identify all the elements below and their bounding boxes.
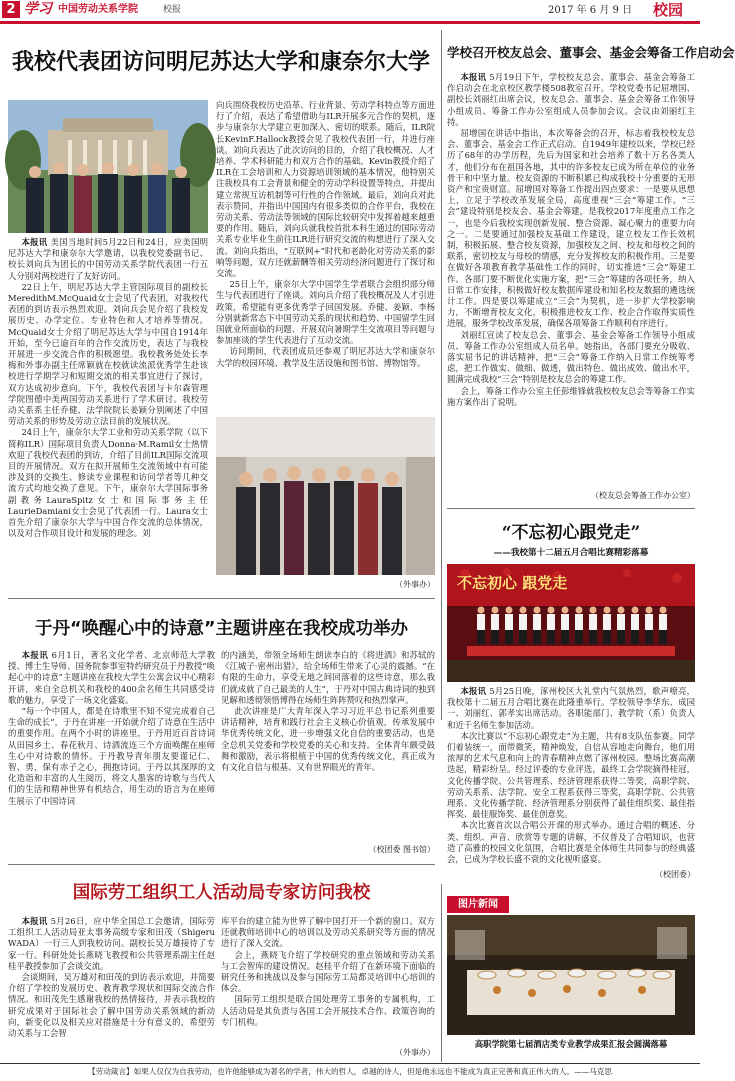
article1-paragraph: 24日上午，康奈尔大学工业和劳动关系学院（以下简称ILR）国际项目负责人Donna·M.Ramil女士热情欢迎了我校代表团的到访，介绍了目前ILR国际交流项目的开展情况。双方在拟开展师生交流领域中有可能涉及到的交换生、修读专业课程和访问学者等几种交流方式均地交换了意见。下午，康奈尔大学国际事务副教务LauraSpitz女士和国际事务主任LaurieDamiani女士会见了代表团一行。Laura女士首先介绍了康奈尔大学与中国合作交流的总体情况，以及对合作项目设计和发展的理念。刘 <box>8 427 208 539</box>
edition-label: 校报 <box>163 5 182 15</box>
photo-delegation-campus <box>8 100 208 233</box>
headline-alumni-meeting: 学校召开校友总会、董事会、基金会筹备工作启动会 <box>447 45 735 60</box>
article2-body <box>447 72 695 486</box>
article1-paragraph: 25日上午，康奈尔大学中国学生学者联合会组织部分师生与代表团进行了座谈。刘向兵介绍了我校概况及人才引进政策，希望能有更多优秀学子回国发展。乔健、姜颖、李杨分别就新常态下中国劳动关系的现状和趋势、中国留学生回国就业所面临的问题、开展双向暑期学生交流项目等问题与参加座谈的学生代表进行了互动交流。 <box>216 279 435 346</box>
lead-label: 本报讯 <box>21 237 48 247</box>
lead-label: 本报讯 <box>21 916 48 926</box>
column-divider <box>441 884 442 1062</box>
article4-body-col1 <box>8 650 215 855</box>
column-divider <box>441 30 442 720</box>
article1-body-col2 <box>216 100 435 412</box>
header-rule <box>0 21 700 24</box>
school-name: 中国劳动关系学院 <box>58 4 138 15</box>
article1-paragraph: 访问期间，代表团成员还参观了明尼苏达大学和康奈尔大学的校园环境、教学及生活设施和图书馆、博物馆等。 <box>216 346 435 368</box>
page-number: 2 <box>2 1 20 18</box>
article1-paragraph: 美国当地时间5月22日和24日，应美国明尼苏达大学和康奈尔大学邀请，以我校党委副书记、校长刘向兵为团长的中国劳动关系学院代表团一行五人分别对两校进行了友好访问。 <box>8 237 208 281</box>
issue-date: 2017 年 6 月 9 日 <box>548 5 633 16</box>
article3-paragraph: 本次比赛首次以合唱公开课的形式举办。通过合唱的概述、分类、组织、声音、欣赏等专题的讲解，不仅普及了合唱知识，也营造了高雅的校园文化氛围，合唱比赛是全体师生共同参与的经典盛会，已成为学校长盛不衰的文化视听盛宴。 <box>447 820 695 865</box>
article5-body-col2 <box>221 916 435 1046</box>
photo-hotel-showcase <box>447 915 695 1035</box>
lead-label: 本报讯 <box>460 686 487 696</box>
article4-body-col2 <box>221 650 435 840</box>
photo-news-caption: 高职学院第七届酒店类专业教学成果汇报会圆满落幕 <box>474 1039 668 1049</box>
article5-paragraph: 库平台的建立能为世界了解中国打开一个新的窗口。双方还就教师培训中心的培训以及劳动关系研究等方面的情况进行了深入交流。 <box>221 916 435 949</box>
divider <box>447 508 695 509</box>
photo-chorus-stage <box>447 564 695 682</box>
article2-paragraph: 刘丽红宣读了校友总会、董事会、基金会筹备工作领导小组成员、筹备工作办公室组成人员名单。她指出，各部门要充分吸收、落实屈书记的讲话精神，把“三会”筹备工作纳入日常工作统筹考虑，把工作做实、做细、做透，做出特色、做出成效、做出水平，圆满完成我校“三会”特别是校友总会的筹建工作。 <box>447 329 695 385</box>
article3-paragraph: 5月25日晚，涿州校区大礼堂内气氛热烈，歌声嘹亮，我校第十二届五月合唱比赛在此隆重举行。学校领导李华东、成园一、刘丽红、郭孝实出席活动。各职能部门、教学院（系）负责人和近千名师生参加活动。 <box>447 686 696 730</box>
article1-paragraph: 向兵围绕我校历史沿革、行业背景、劳动学科特点等方面进行了介绍，表达了希望借助与ILR开展多元合作的契机，逐步与康奈尔大学建立更加深入、密切的联系。随后，ILR院长KevinF.Hallock教授会见了我校代表团一行，并进行座谈。刘向兵表达了此次访问的目的，介绍了我校概况、人才培养、学术科研能力和双方合作的基础。Kevin教授介绍了ILR在工会培训和人力资源培训领域的基本情况，他特别关注我校具有工会背景和健全的劳动学科设置等特点，并提出建立常规互访机制等可行性的合作领域。最后，刘向兵对此表示赞同，并指出中国国内有很多类似的合作平台，我校在劳动关系、劳动法等领域的国际比较研究中发挥着越来越重要的作用。随后，刘向兵就我校首批本科生通过的国际劳动关系专业毕业生前往ILR进行研究交流的构想进行了深入交流。刘向兵指出，“互联网+”时代和老龄化对劳动关系的影响等问题，双方还就薪酬等相关劳动经济问题进行了探讨和交流。 <box>216 100 435 279</box>
article2-paragraph: 5月19日下午，学校校友总会、董事会、基金会筹备工作启动会在北京校区教学楼508教室召开。学校党委书记屈增国、副校长刘丽红出席会议，校友总会、董事会、基金会筹备工作领导小组成员、筹备工作办公室组成人员参加会议。会议由刘丽红主持。 <box>447 72 696 127</box>
footer-rule <box>0 1063 700 1064</box>
article4-paragraph: 此次讲座是广大青年深入学习习近平总书记系列重要讲话精神，培育和践行社会主义核心价值观，传承发展中华优秀传统文化，进一步增强文化自信的重要活动，也是全总机关党委和学校党委的关心和支持。全体青年颇受鼓舞和激励，表示将根植于中国的优秀传统文化，真正成为有文化自信与根基、又有世界眼光的青年。 <box>221 706 435 773</box>
article4-paragraph: 6月1日，著名文化学者、北京师范大学教授、博士生导师、国务院参事室特约研究员于丹教授“唤起心中的诗意”主题讲座在我校大学生公寓会议中心精彩开讲，来自全总机关和我校的400余名师生共同感受诗歌的魅力，享受了一场文化盛宴。 <box>8 650 216 705</box>
article5-paragraph: 会谈期间，吴万雄对和田茂的到访表示欢迎，并简要介绍了学校的发展历史、教育教学现状和国际交流合作情况。和田茂先生感谢我校的热情接待，并表示我校的研究成果对于国际社会了解中国劳动关系领域的新动向，新变化以及相关应对措施是十分有意义的，希望劳动关系与工会智 <box>8 972 215 1039</box>
photo-banner-text: 不忘初心 跟党走 <box>457 574 568 592</box>
article5-paragraph: 国际劳工组织是联合国处理劳工事务的专属机构，工人活动局是其负责与各国工会开展技术合作、政策咨询的专门机构。 <box>221 994 435 1027</box>
footer-quote: 【劳动箴言】如果人仅仅为自我劳动，也许他能够成为著名的学者，伟大的哲人，卓越的诗人，但是他永远也不能成为真正完善和真正伟大的人。——马克思 <box>88 1067 612 1076</box>
article2-credit: （校友总会筹备工作办公室） <box>591 491 695 500</box>
article2-paragraph: 会上，筹备工作办公室主任彭维锋就我校校友总会等筹备工作实施方案作出了说明。 <box>447 385 695 407</box>
lead-label: 本报讯 <box>460 72 487 82</box>
article5-paragraph: 会上，燕晓飞介绍了学校研究的重点领域和劳动关系与工会智库的建设情况。赵桂平介绍了在新环境下面临的研究任务和挑战以及参与国际劳工局都灵培训中心培训的体会。 <box>221 949 435 994</box>
paper-name: 学习 <box>24 1 52 17</box>
article4-credit: （校团委 图书馆） <box>368 845 435 854</box>
divider <box>8 864 435 865</box>
lead-label: 本报讯 <box>21 650 49 660</box>
article3-body <box>447 686 695 866</box>
article3-credit: （校团委） <box>655 870 695 879</box>
divider <box>8 598 435 599</box>
article5-body-col1 <box>8 916 215 1060</box>
article4-paragraph: 的内涵美，带领全场师生朗读李白的《将进酒》和苏轼的《江城子·密州出猎》，给全场师生带来了心灵的震撼。“在有限的生命力，享受无地之间回落着的这些诗意，那么我们就成就了自己最美的人生”，于丹对中国古典诗词的独到见解和透彻领悟博得在场师生阵阵赞叹和热烈掌声。 <box>221 650 435 705</box>
headline-yudan-lecture: 于丹“唤醒心中的诗意”主题讲座在我校成功举办 <box>34 619 408 639</box>
article1-credit: （外事办） <box>395 580 435 589</box>
headline-chorus-subtitle: ——我校第十二届五月合唱比赛精彩落幕 <box>493 548 649 558</box>
article5-paragraph: 5月26日，应中华全国总工会邀请，国际劳工组织工人活动局亚太事务高级专家和田茂（Shigeru WADA）一行三人到我校访问。副校长吴万雄接待了专家一行。科研处处长燕晓飞教授和公共管理系副主任赵桂平教授参加了会谈交流。 <box>8 916 215 971</box>
article3-paragraph: 本次比赛以“不忘初心跟党走”为主题，共有8支队伍参赛。同学们着装统一，面带微笑，精神焕发，自信从容地走向舞台，他们用浓厚的艺术气息和向上的青春精神点燃了涿州校园。整场比赛高潮迭起，精彩纷呈。经过评委的专业评选，最终工会学院摘得桂冠，文化传播学院、公共管理系、经济管理系获得二等奖，高职学院、劳动关系系、法学院、安全工程系获得三等奖，高职学院、公共管理系、文化传播学院、经济管理系分别获得了最佳组织奖、最佳指挥奖、最佳服饰奖、最佳创意奖。 <box>447 730 695 820</box>
headline-delegation-visit: 我校代表团访问明尼苏达大学和康奈尔大学 <box>11 50 430 75</box>
photo-news-label: 图片新闻 <box>447 896 509 913</box>
photo-delegation-group <box>216 417 435 575</box>
masthead <box>0 0 700 20</box>
article5-credit: （外事办） <box>395 1048 435 1057</box>
article1-paragraph: 22日上午，明尼苏达大学主管国际项目的副校长MeredithM.McQuaid女士会见了代表团，对我校代表团的到访表示热烈欢迎。刘向兵会见介绍了我校发展历史、办学定位、专业特色和人才培养等情况。McQuaid女士介绍了明尼苏达大学与中国自1914年开始，至今已逾百年的合作交流历史，表达了与我校开展进一步交流合作的积极愿望。我校教务处处长李梅和外事办副主任席颖就在校就读流派优秀学生赴该校进行学期学习和短期交流的相关事宜进行了探讨，双方达成初步意向。下午，我校代表团与卡尔森管理学院图德中美两国劳动关系进行了学术研讨。我校劳动关系系主任乔健、法学院院长姜颖分别阐述了中国劳动关系的形势及劳动立法目前的发展状况。 <box>8 281 208 427</box>
article4-paragraph: “每一个中国人，都是在诗歌里不知不觉完成着自己生命的成长”，于丹在讲座一开始就介绍了诗意在生活中的重要作用。在两个小时的讲座里，于丹用近百首诗词从田园乡土、春花秋月、诗酒流连三个方面唤醒在座师生心中对诗歌的情怀。于丹教导青年朋友要谨记仁、智、勇，保有赤子之心，拥抱诗词。于丹以其深厚的文化造诣和丰富的人生阅历，将文人墨客的诗歌与当代人们的生活和精神世界有机结合，用生动的语言为在座师生展示了中国诗词 <box>8 706 215 806</box>
article2-paragraph: 屈增国在讲话中指出，本次筹备会的召开，标志着我校校友总会、董事会、基金会工作正式启动。自1949年建校以来，学校已经历了68年的办学历程，先后为国家和社会培养了数十万名各类人才，他们分布在祖国各地，其中的许多校友已成为所在单位的业务骨干和中坚力量。校友资源的不断积累已构成我校十分重要的无形资产和宝贵财富。屈增国对筹备工作提出四点要求：一是要从思想上，立足于学校改革发展全局，高度重视“三会”筹建工作。“三会”建设特别是校友会、基金会筹建，是我校2017年度重点工作之一，也是今后我校实现创新发展、整合资源、凝心聚力的重要力向之一。二是要通过加强校友基础工作建设，建立校友工作长效机制，积极拓展、整合校友资源，加强校友之间、校友和母校之间的联系，密切校友与母校的情感，充分发挥校友的积极作用。三是要在做好各项教育教学基础性工作的同时，切实推进“三会”筹建工作。各部门要不断优化实施方案，把“三会”筹建的各项任务，纳入日常工作安排，积极做好校友数据库建设和知名校友数据的遴选统计工作。四是要以筹建成立“三会”为契机，进一步扩大学校影响力，不断增育校友文化，积极推进校友工作、校企合作取得实质性进展，服务学校改革发展，确保各项筹备工作顺利有序进行。 <box>447 128 695 329</box>
section-name: 校园 <box>652 1 683 19</box>
headline-ilo-visit: 国际劳工组织工人活动局专家访问我校 <box>72 883 371 903</box>
article1-body-col1 <box>8 237 208 585</box>
headline-chorus-title: “不忘初心跟党走” <box>501 523 641 543</box>
